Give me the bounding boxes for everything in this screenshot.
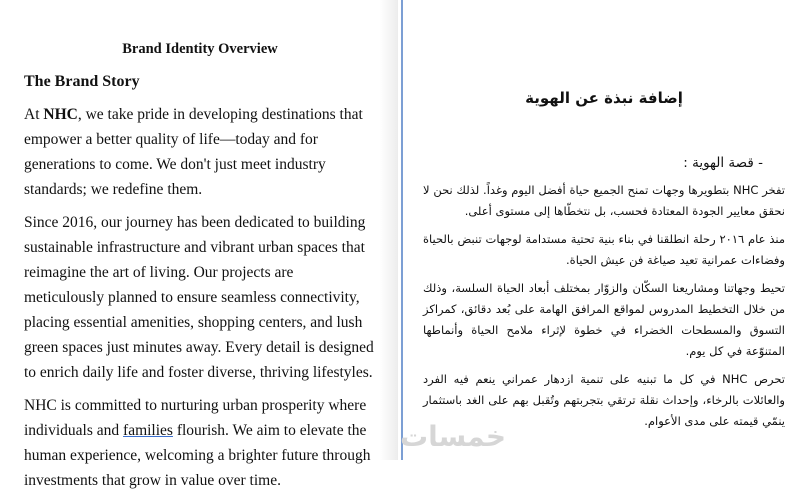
english-paragraph-3 [24,393,376,493]
text: , we take pride in developing destinations that empower a better quality of life—today and for generations to come. We don't just meet industry standards; we redefine them. [24,106,363,198]
english-paragraph-2: Since 2016, our journey has been dedicated to building sustainable infrastructure and vibrant urban spaces that reimagine the art of living. Our projects are meticulously planned to ensure seamless connectivity, placing essential amenities, shopping centers, and lush green spaces just minutes away. Every detail is designed to enrich daily life and foster diverse, thriving lifestyles. [24,214,374,381]
arabic-paragraph-1: تفخر NHC بتطويرها وجهات تمنح الجميع حياة أفضل اليوم وغداً. لذلك نحن لا نحقق معايير الجودة المعتادة فحسب، بل نتخطّاها إلى مستوى أعلى. [423,183,786,218]
watermark: خمسات [400,420,507,453]
page-shadow [380,0,398,460]
arabic-paragraph-4: تحرص NHC في كل ما تبنيه على تنمية ازدهار عمراني ينعم فيه الفرد والعائلات بالرخاء، وإحداث نقلة ترتقي بتجربتهم وتُقبل بهم على الغد باستثمار ينمّي قيمته على مدى الأعوام. [423,372,786,428]
english-paragraph-1 [24,102,376,202]
spellcheck-word: families [123,422,173,439]
english-title: Brand Identity Overview [122,41,278,57]
text: At [24,106,44,123]
arabic-paragraph-3: تحيط وجهاتنا ومشاريعنا السكّان والزوّار بمختلف أبعاد الحياة السلسة، وذلك من خلال التخطيط المدروس لمواقع المرافق الهامة على بُعد دقائق، كمراكز التسوق والمسطحات الخضراء في خطوة لإثراء ملامح الحياة وأنماطها المتنوّعة في كل يوم. [423,281,785,358]
arabic-paragraph-2: منذ عام ٢٠١٦ رحلة انطلقنا في بناء بنية تحتية مستدامة لوجهات تنبض بالحياة وفضاءات عمرانية تعيد صياغة فن عيش الحياة. [423,232,785,267]
arabic-content [423,88,785,439]
brand-name: NHC [43,106,78,123]
english-content [24,40,376,501]
text: flourish. We aim to elevate the human experience, welcoming a brighter future through investments that grow in value over time. [24,422,371,489]
arabic-title: إضافة نبذة عن الهوية [525,89,683,107]
english-heading: The Brand Story [24,73,140,90]
arabic-heading: - قصة الهوية : [683,155,763,171]
text: NHC is committed to nurturing urban prosperity where individuals and [24,397,367,439]
